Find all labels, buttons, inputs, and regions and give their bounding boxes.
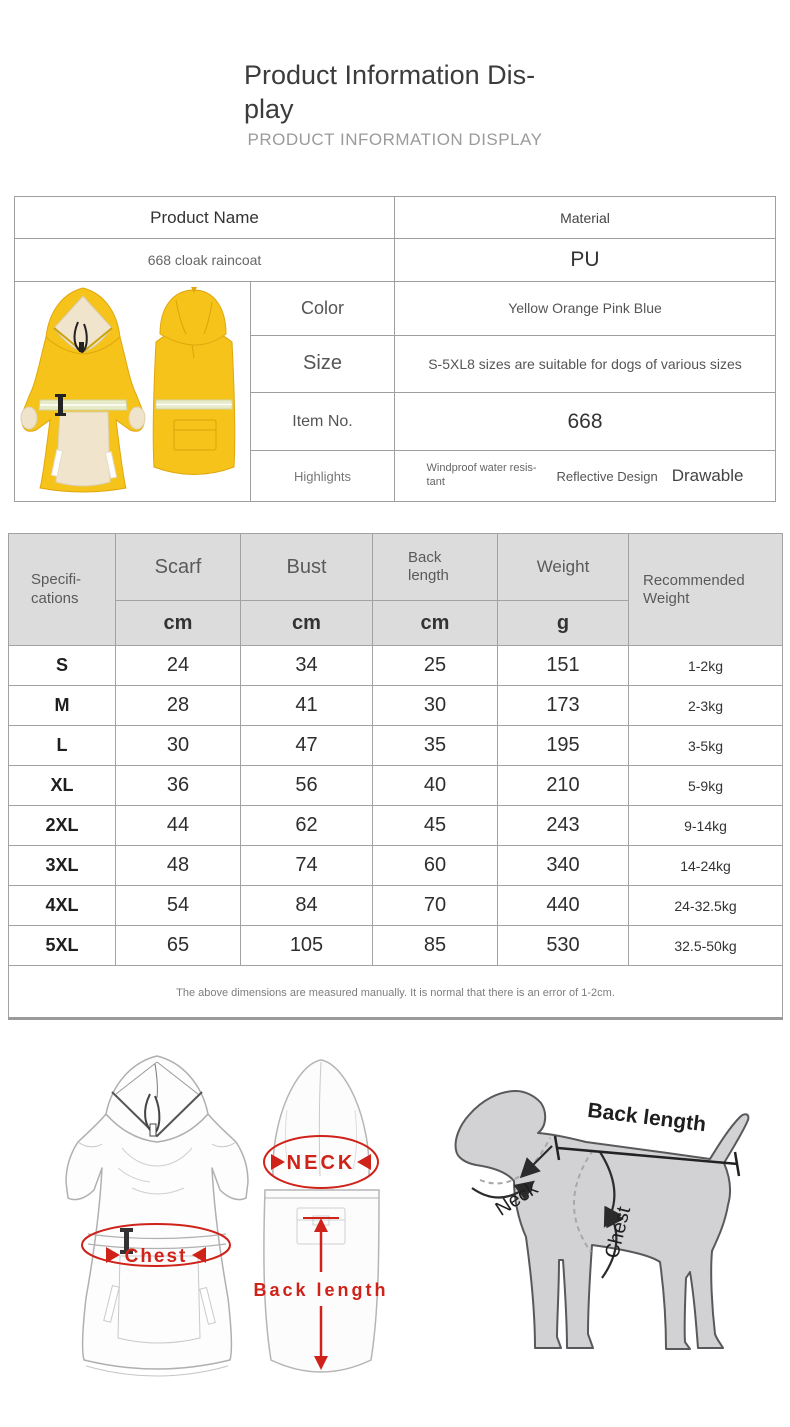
coat-front-diagram — [62, 1048, 257, 1393]
coat-chest-label: Chest — [124, 1246, 188, 1267]
coat-neck-label: NECK — [286, 1152, 356, 1174]
item-no-value: 668 — [395, 393, 776, 451]
table-row-l: L 30 47 35 195 3-5kg — [9, 726, 783, 766]
color-label: Color — [251, 282, 395, 336]
dog-back-length-label: Back length — [586, 1098, 708, 1137]
measurement-note-row — [9, 966, 783, 1019]
item-no-label: Item No. — [251, 393, 395, 451]
weight-unit: g — [498, 601, 629, 646]
size-label: Size — [251, 335, 395, 392]
table-row-4xl: 4XL 54 84 70 440 24-32.5kg — [9, 886, 783, 926]
scarf-unit: cm — [116, 601, 241, 646]
coat-back-diagram — [253, 1050, 423, 1395]
recommended-weight-header: Recommended Weight — [629, 534, 783, 646]
highlights-label: Highlights — [251, 451, 395, 502]
product-name-header: Product Name — [15, 197, 395, 239]
size-value: S-5XL8 sizes are suitable for dogs of various sizes — [395, 335, 776, 392]
table-row-5xl: 5XL 65 105 85 530 32.5-50kg — [9, 926, 783, 966]
back-length-header: Back length — [373, 534, 498, 601]
page-subtitle: PRODUCT INFORMATION DISPLAY — [247, 130, 543, 149]
bust-header: Bust — [241, 534, 373, 601]
bust-unit: cm — [241, 601, 373, 646]
size-chart-table — [8, 533, 783, 1020]
table-row-3xl: 3XL 48 74 60 340 14-24kg — [9, 846, 783, 886]
drawstring-toggle — [150, 1124, 156, 1136]
back-length-unit: cm — [373, 601, 498, 646]
product-name-value: 668 cloak raincoat — [15, 239, 395, 282]
measurement-note: The above dimensions are measured manually. It is normal that there is an error of 1-2cm. — [176, 986, 615, 999]
highlight-drawable: Drawable — [671, 466, 744, 486]
spec-header: Specifi-cations — [9, 534, 116, 646]
dog-neck-label: Neck — [491, 1177, 542, 1221]
table-row-m: M 28 41 30 173 2-3kg — [9, 686, 783, 726]
page-title-line2: play — [244, 94, 294, 124]
highlights-value — [395, 451, 776, 502]
highlight-reflective: Reflective Design — [556, 468, 658, 484]
material-value: PU — [395, 239, 776, 282]
highlight-windproof: Windproof water resis-tant — [426, 462, 537, 489]
product-info-table — [14, 196, 776, 502]
coat-back-length-label: Back length — [253, 1280, 389, 1300]
raincoat-front-photo — [21, 288, 145, 492]
page-title — [244, 58, 556, 126]
raincoat-back-photo — [153, 287, 235, 475]
scarf-header: Scarf — [116, 534, 241, 601]
table-row-s: S 24 34 25 151 1-2kg — [9, 646, 783, 686]
product-photo-cell — [15, 282, 251, 502]
dog-measure-diagram — [428, 1072, 788, 1372]
color-value: Yellow Orange Pink Blue — [395, 282, 776, 336]
product-photo — [16, 282, 250, 496]
page-title-line1: Product Information Dis- — [244, 60, 536, 90]
table-row-2xl: 2XL 44 62 45 243 9-14kg — [9, 806, 783, 846]
table-row-xl: XL 36 56 40 210 5-9kg — [9, 766, 783, 806]
dog-chest-label: Chest — [601, 1204, 636, 1261]
weight-header: Weight — [498, 534, 629, 601]
material-header: Material — [395, 197, 776, 239]
